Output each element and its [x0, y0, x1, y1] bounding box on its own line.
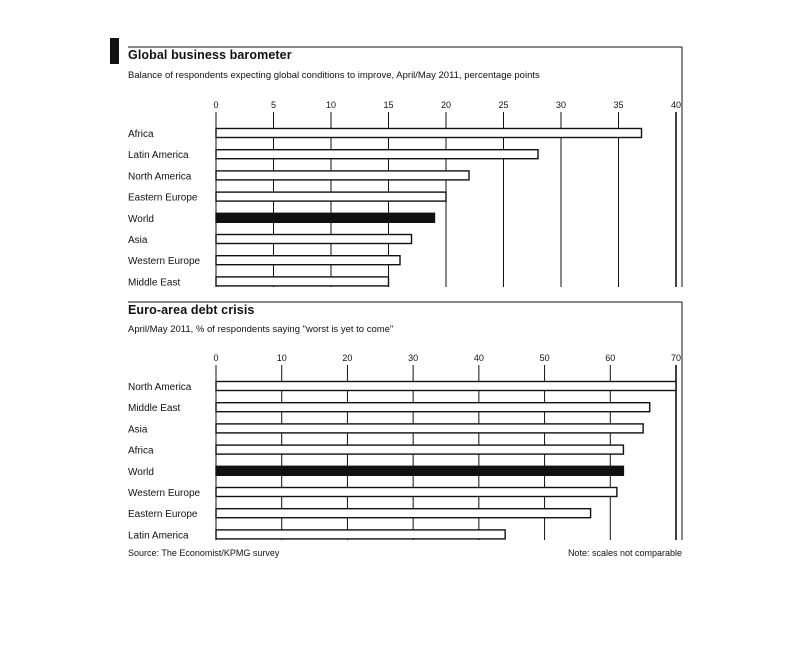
- chart2-bar-1: [216, 403, 650, 412]
- chart2-tick-label-3: 30: [408, 353, 419, 363]
- chart1-bar-2: [216, 171, 469, 180]
- chart2-bar-4: [216, 466, 623, 475]
- chart2-tick-label-7: 70: [670, 353, 682, 363]
- chart1-bar-0: [216, 129, 642, 138]
- chart1-tick-label-3: 15: [383, 100, 394, 110]
- chart1-category-label-5: Asia: [128, 235, 148, 246]
- chart1-bar-4: [216, 213, 435, 222]
- chart2-plot: [128, 353, 681, 541]
- chart2-bar-0: [216, 382, 676, 391]
- chart1-category-label-3: Eastern Europe: [128, 192, 198, 204]
- chart1-category-label-2: North America: [128, 171, 192, 183]
- footer-note: Note: scales not comparable: [567, 548, 682, 558]
- chart1-bar-3: [216, 192, 446, 201]
- chart2-category-label-2: Asia: [128, 424, 148, 436]
- chart2-bar-6: [216, 509, 591, 518]
- chart1-bar-1: [216, 150, 538, 159]
- chart2-tick-label-0: 0: [213, 353, 219, 363]
- chart2-tick-label-1: 10: [276, 353, 287, 363]
- chart1-tick-label-1: 5: [270, 100, 277, 110]
- chart2-category-label-6: Eastern Europe: [128, 509, 198, 521]
- chart2-category-label-5: Western Europe: [128, 488, 201, 499]
- chart2-category-label-3: Africa: [128, 445, 154, 457]
- chart1-bar-5: [216, 235, 412, 244]
- chart1-tick-label-6: 30: [555, 100, 567, 110]
- chart1-tick-label-0: 0: [213, 100, 219, 110]
- chart1-category-label-4: World: [128, 213, 154, 225]
- chart2-category-label-4: World: [128, 466, 154, 478]
- chart2-title: Euro-area debt crisis: [128, 303, 255, 317]
- chart1-tick-label-4: 20: [440, 100, 452, 110]
- chart2-bar-7: [216, 530, 505, 539]
- chart1-title: Global business barometer: [128, 48, 292, 62]
- chart1-category-label-1: Latin America: [128, 150, 189, 162]
- chart2-tick-label-6: 60: [605, 353, 616, 363]
- footer-source: Source: The Economist/KPMG survey: [128, 548, 280, 558]
- chart1-tick-label-2: 10: [325, 100, 337, 110]
- chart1-bar-7: [216, 277, 389, 286]
- chart2-bar-5: [216, 488, 617, 497]
- chart2-bar-3: [216, 445, 623, 454]
- chart2-category-label-0: North America: [128, 382, 192, 393]
- chart1-plot: [128, 100, 681, 288]
- chart1-category-label-7: Middle East: [128, 277, 181, 289]
- chart1-bar-6: [216, 256, 400, 265]
- chart1-subtitle: Balance of respondents expecting global conditions to improve, April/May 2011, percentage points: [128, 70, 540, 81]
- chart2-tick-label-5: 50: [539, 353, 550, 363]
- chart2-tick-label-4: 40: [473, 353, 484, 363]
- chart2-subtitle: April/May 2011, % of respondents saying "worst is yet to come": [128, 324, 394, 335]
- chart1-category-label-0: Africa: [128, 129, 154, 140]
- chart2-tick-label-2: 20: [342, 353, 353, 363]
- chart1-tick-label-5: 25: [498, 100, 509, 110]
- chart1-tick-label-7: 35: [613, 100, 624, 110]
- chart2-bar-2: [216, 424, 643, 433]
- chart1-category-label-6: Western Europe: [128, 256, 201, 268]
- chart1-tick-label-8: 40: [670, 100, 682, 110]
- chart2-category-label-7: Latin America: [128, 530, 189, 542]
- chart2-category-label-1: Middle East: [128, 403, 181, 415]
